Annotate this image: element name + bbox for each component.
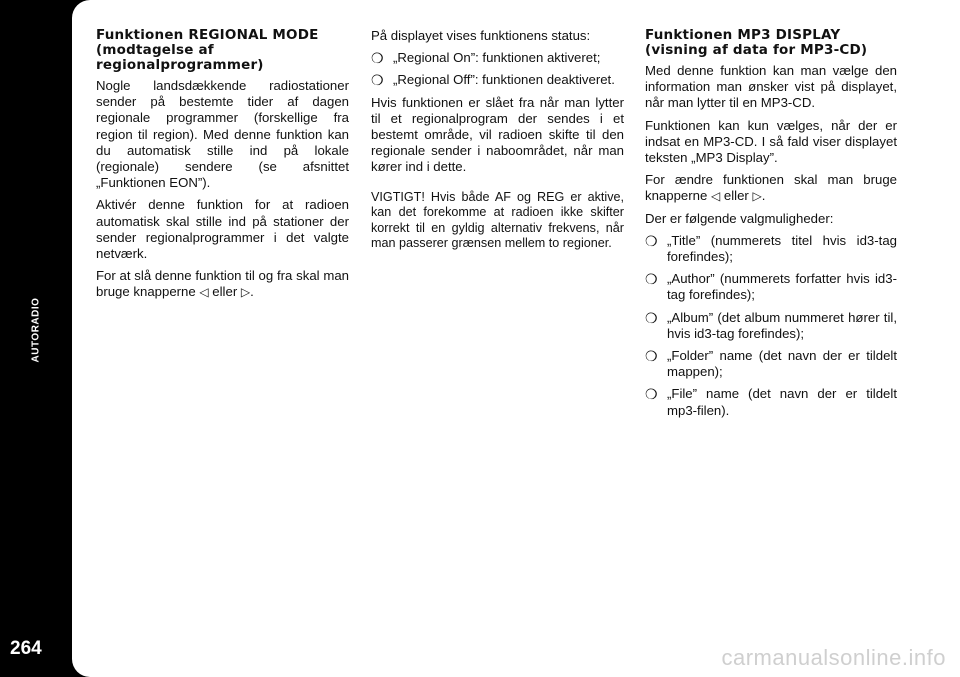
bullet-icon: ❍ [371,72,384,89]
list-item-text: „File” name (det navn der er tildelt mp3-filen). [667,386,897,418]
bullet-icon: ❍ [645,271,658,288]
paragraph: Nogle landsdækkende radiostationer sender på bestemte tider af dagen regionale programmer (forskellige fra region til region). Med denne funktion kan du automatisk stille ind på lokale (regionale) sendere (se afsnittet „Funktionen EON”). [96,78,349,191]
section-label: AUTORADIO [30,297,42,363]
bullet-icon: ❍ [645,232,658,249]
paragraph: Der er følgende valgmuligheder: [645,210,834,226]
text: . [250,284,254,300]
text: eller [212,284,238,300]
paragraph: Funktionen kan kun vælges, når der er indsat en MP3-CD. I så fald viser displayet teksten „MP3 Display”. [645,117,897,166]
bullet-icon: ❍ [645,348,658,365]
watermark: carmanualsonline.info [721,645,946,670]
paragraph-buttons [96,268,349,300]
corner-notch-top [72,0,90,18]
list-item [371,72,624,88]
paragraph-buttons [645,172,897,204]
column-mp3-display [645,28,897,425]
heading-mp3-display: Funktionen MP3 DISPLAY (visning af data for MP3-CD) [645,27,868,58]
list-item-text: „Album” (det album nummeret hører til, hvis id3-tag forefindes); [667,309,897,341]
text: For at slå denne funktion til og fra skal man bruge knapperne [96,268,349,300]
list-item-text: „Title” (nummerets titel hvis id3-tag forefindes); [667,232,897,265]
page-number: 264 [10,638,42,659]
right-arrow-icon: ▷ [752,189,762,204]
list-item [645,310,897,342]
paragraph: Med denne funktion kan man vælge den information man ønsker vist på displayet, når man lytter til en MP3-CD. [645,63,897,111]
list-item [645,348,897,380]
list-item-text: „Author” (nummerets forfatter hvis id3-tag forefindes); [667,271,897,303]
corner-notch-bottom [72,659,90,677]
left-arrow-icon: ◁ [711,189,721,204]
bullet-icon: ❍ [645,386,658,403]
text: eller [723,188,749,204]
column-regional-mode [96,28,349,307]
side-bar [0,0,72,677]
list-item [645,233,897,265]
column-status [371,28,624,258]
list-item-text: „Folder” name (det navn der er tildelt mappen); [667,348,897,380]
bullet-icon: ❍ [645,309,658,326]
list-item-text: „Regional Off”: funktionen deaktiveret. [393,72,615,88]
list-item [645,271,897,303]
text: For ændre funktionen skal man bruge knapperne [645,172,897,204]
right-arrow-icon: ▷ [240,285,251,300]
left-arrow-icon: ◁ [199,285,209,300]
list-item-text: „Regional On”: funktionen aktiveret; [393,50,601,66]
warning-note: VIGTIGT! Hvis både AF og REG er aktive, kan det forekomme at radioen ikke skifter korrekt til en gyldig alternativ frekvens, når man passerer grænsen mellem to regioner. [371,189,624,251]
list-item [645,386,897,418]
list-item [371,50,624,66]
text: . [761,188,766,204]
heading-regional-mode: Funktionen REGIONAL MODE (modtagelse af regionalprogrammer) [96,27,319,73]
paragraph: Aktivér denne funktion for at radioen automatisk skal stille ind på stationer der sender regionalprogrammer i det valgte netværk. [96,197,349,262]
paragraph: Hvis funktionen er slået fra når man lytter til et regionalprogram der sendes i et bestemt område, vil radioen skifte til den regionale sender i naboområdet, når man kører ind i dette. [371,94,624,175]
paragraph: På displayet vises funktionens status: [371,28,591,43]
bullet-icon: ❍ [371,50,384,67]
